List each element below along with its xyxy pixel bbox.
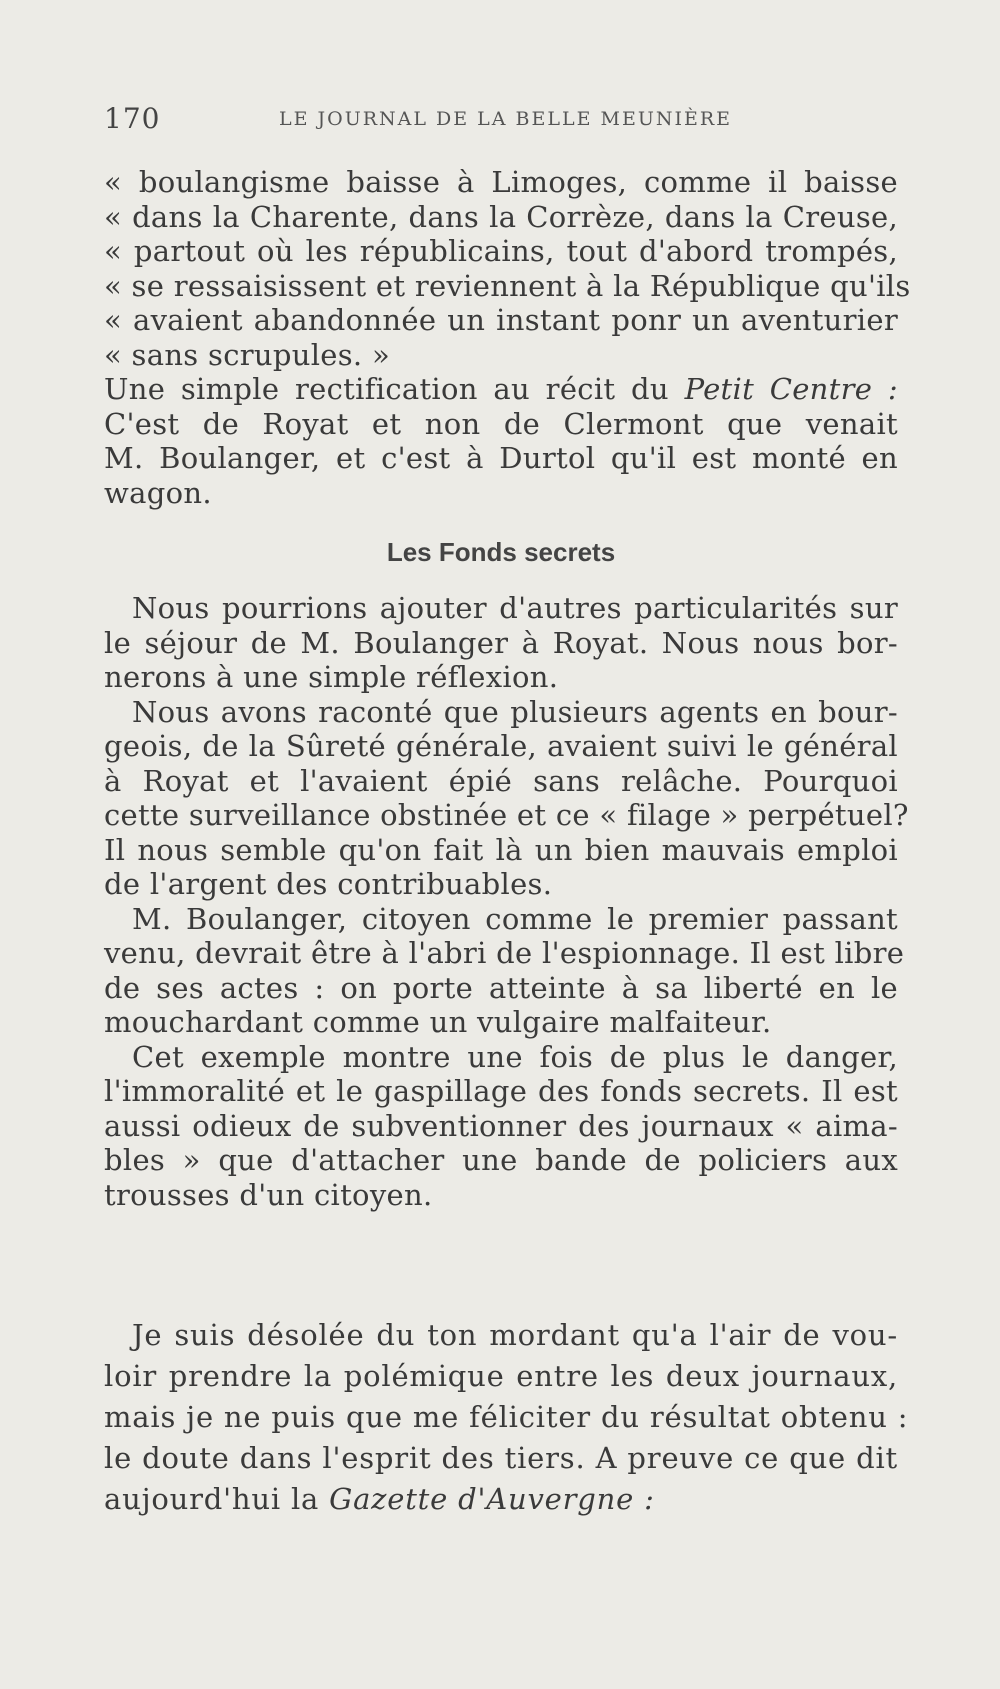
paragraph-line: bles » que d'attacher une bande de policiers aux [104, 1143, 898, 1177]
diary-line: loir prendre la polémique entre les deux journaux, [104, 1359, 898, 1393]
paragraph-line: Nous avons raconté que plusieurs agents en bour- [132, 694, 898, 729]
paragraph-line: le séjour de M. Boulanger à Royat. Nous nous bor- [104, 625, 898, 660]
rectification-line [104, 372, 898, 407]
paragraph-line: de l'argent des contribuables. [104, 867, 553, 901]
paragraph-line: de ses actes : on porte atteinte à sa liberté en le [104, 970, 898, 1005]
paragraph-line: Cet exemple montre une fois de plus le danger, [132, 1039, 898, 1074]
diary-text: aujourd'hui la [104, 1482, 330, 1516]
paragraph-line: Nous pourrions ajouter d'autres particularités sur [132, 591, 898, 625]
paragraph-line: trousses d'un citoyen. [104, 1177, 433, 1212]
section-heading: Les Fonds secrets [386, 537, 616, 567]
rectification-line: C'est de Royat et non de Clermont que venait [104, 406, 898, 441]
paragraph-line: aussi odieux de subventionner des journaux « aima- [104, 1108, 898, 1143]
diary-line: Je suis désolée du ton mordant qu'a l'air de vou- [132, 1318, 898, 1352]
rectification-line: wagon. [104, 475, 212, 510]
quote-line: « avaient abandonnée un instant ponr un aventurier [104, 303, 898, 337]
quote-line: « boulangisme baisse à Limoges, comme il baisse [104, 165, 898, 199]
rectification-text: Une simple rectification au récit du [104, 372, 685, 406]
paragraph-line: geois, de la Sûreté générale, avaient suivi le général [104, 729, 898, 763]
quote-line: « partout où les républicains, tout d'abord trompés, [104, 234, 898, 268]
quote-line: « sans scrupules. » [104, 337, 391, 372]
paragraph-line: cette surveillance obstinée et ce « filage » perpétuel? [104, 798, 909, 832]
page-number: 170 [104, 102, 161, 135]
rectification-line: M. Boulanger, et c'est à Durtol qu'il est monté en [104, 441, 898, 475]
diary-line: le doute dans l'esprit des tiers. A preuve ce que dit [104, 1441, 898, 1475]
paragraph-line: nerons à une simple réflexion. [104, 660, 559, 694]
diary-line [104, 1479, 898, 1520]
newspaper-title: Petit Centre : [684, 372, 898, 406]
quote-and-rectification [104, 165, 911, 510]
page-header [104, 102, 894, 142]
paragraph-line: mouchardant comme un vulgaire malfaiteur. [104, 1005, 772, 1039]
paragraph-line: à Royat et l'avaient épié sans relâche. Pourquoi [104, 763, 898, 798]
section-body [104, 591, 909, 1212]
newspaper-title: Gazette d'Auvergne : [329, 1482, 655, 1516]
diary-entry [104, 1315, 909, 1520]
quote-line: « dans la Charente, dans la Corrèze, dans la Creuse, [104, 199, 898, 234]
diary-line: mais je ne puis que me féliciter du résultat obtenu : [104, 1400, 909, 1434]
paragraph-line: M. Boulanger, citoyen comme le premier passant [132, 901, 898, 936]
paragraph-line: Il nous semble qu'on fait là un bien mauvais emploi [104, 832, 898, 867]
paragraph-line: venu, devrait être à l'abri de l'espionnage. Il est libre [104, 936, 905, 970]
quote-line: « se ressaisissent et reviennent à la République qu'ils [104, 268, 911, 303]
paragraph-line: l'immoralité et le gaspillage des fonds secrets. Il est [104, 1074, 898, 1108]
running-title: LE JOURNAL DE LA BELLE MEUNIÈRE [279, 108, 733, 130]
